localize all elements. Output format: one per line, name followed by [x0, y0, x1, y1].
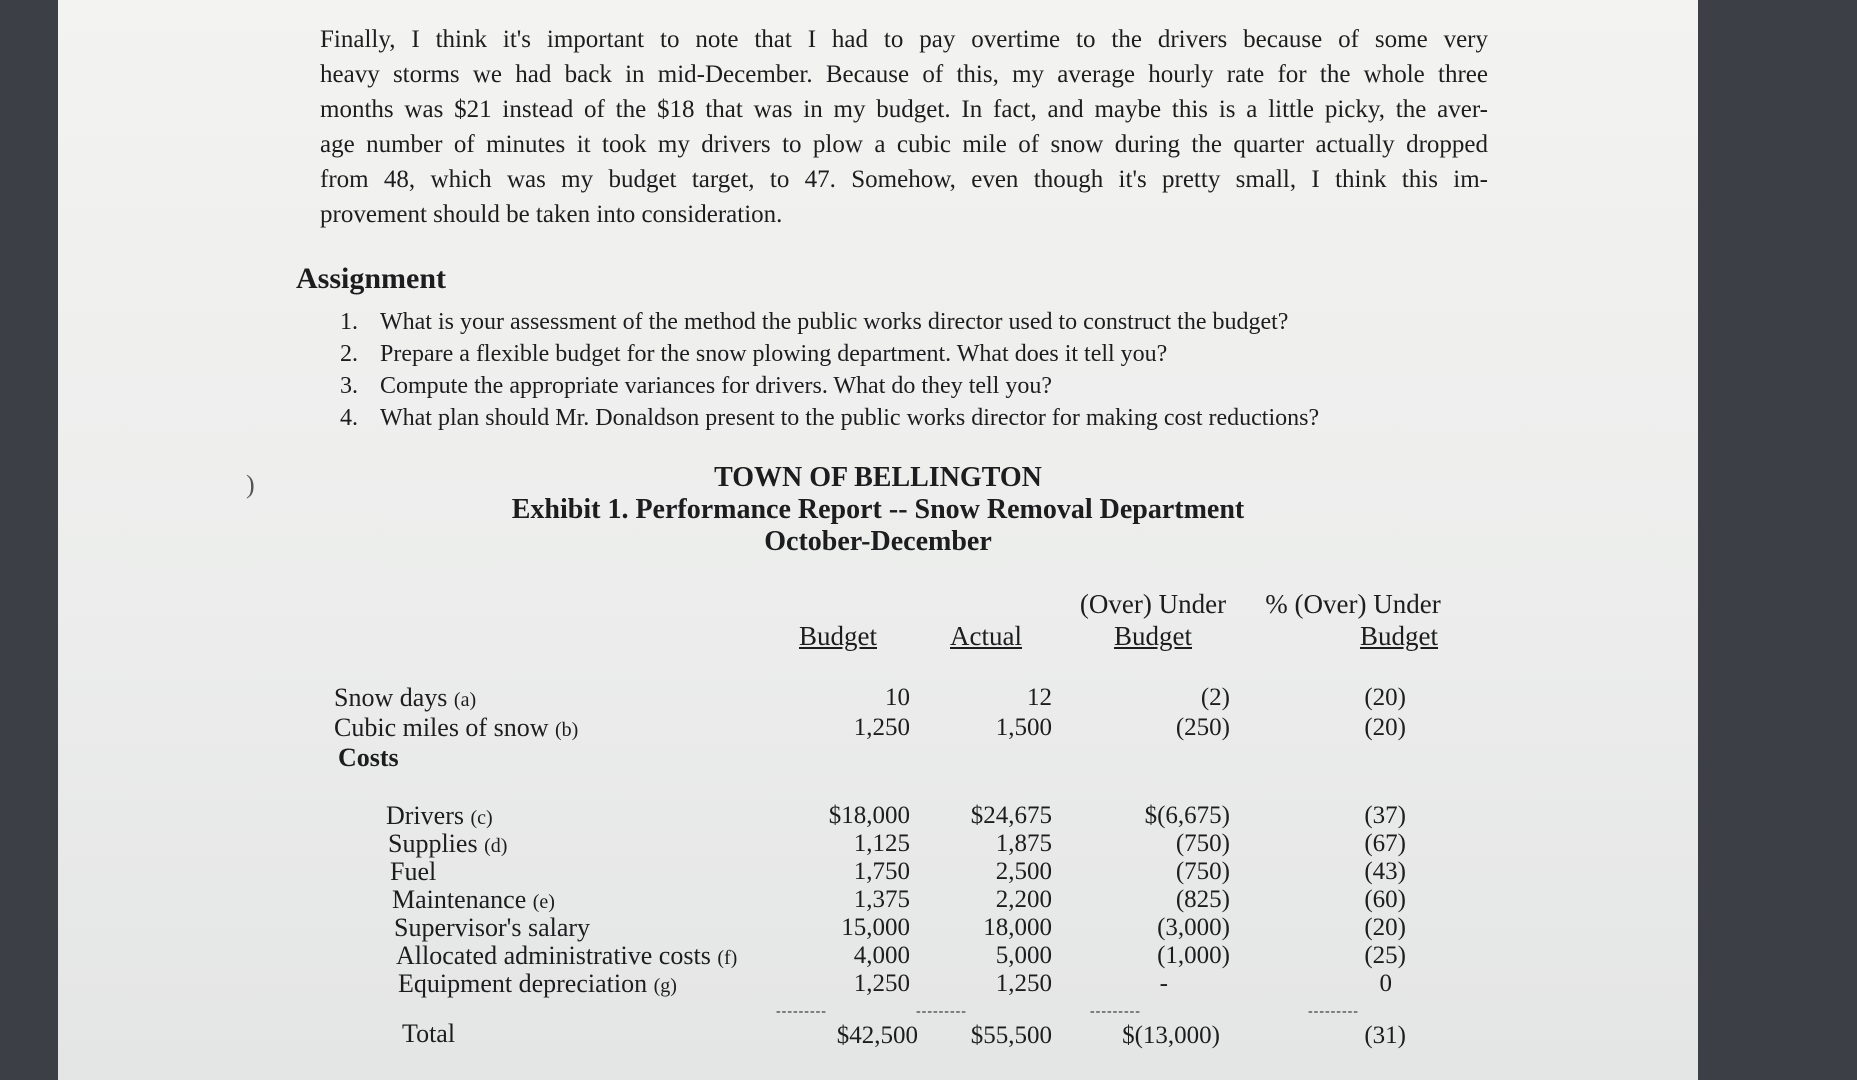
header-over-under-line2: Budget: [1114, 621, 1192, 651]
label-suffix: (e): [532, 891, 555, 913]
question-number: 3.: [340, 373, 358, 399]
cell-percent: (25): [1364, 942, 1406, 969]
cell-variance: (3,000): [1157, 914, 1230, 941]
label-suffix: (b): [555, 719, 579, 741]
cell-actual: 5,000: [995, 942, 1052, 969]
cell-variance: (825): [1175, 886, 1230, 913]
rule-variance: ---------: [1090, 1004, 1141, 1019]
label-suffix: (c): [470, 807, 493, 829]
cell-variance: $(13,000): [1122, 1022, 1220, 1049]
header-pct-line1: % (Over) Under: [1265, 589, 1441, 619]
rule-actual: ---------: [916, 1004, 967, 1019]
paragraph-line: Finally, I think it's important to note that I had to pay overtime to the drivers because of some very: [320, 26, 1488, 53]
label-text: Cubic miles of snow: [334, 713, 549, 742]
cell-budget: 1,250: [853, 714, 910, 741]
question-number: 4.: [340, 405, 358, 431]
row-label-total: Total: [402, 1019, 456, 1048]
header-over-under-line1: (Over) Under: [1079, 589, 1227, 619]
cell-percent: (20): [1364, 714, 1406, 741]
assignment-heading: Assignment: [296, 262, 447, 295]
paragraph-line: provement should be taken into consideration.: [320, 201, 783, 228]
cell-variance: (1,000): [1157, 942, 1230, 969]
cell-variance: (750): [1175, 830, 1230, 857]
header-actual-text: Actual: [950, 621, 1022, 651]
row-label-maintenance: [392, 886, 555, 916]
question-number: 2.: [340, 341, 358, 367]
exhibit-title-period: October-December: [764, 526, 992, 557]
label-suffix: (a): [453, 689, 477, 711]
paragraph-line: heavy storms we had back in mid-December. Because of this, my average hourly rate for the whole three: [320, 61, 1488, 88]
cell-percent: 0: [1379, 970, 1392, 997]
cell-budget: 15,000: [841, 914, 910, 941]
cell-actual: 2,200: [995, 886, 1052, 913]
question-item: [340, 306, 1440, 338]
cell-actual: 1,500: [995, 714, 1052, 741]
cell-actual: 2,500: [995, 858, 1052, 885]
paragraph-line: age number of minutes it took my drivers to plow a cubic mile of snow during the quarter actually dropped: [320, 131, 1488, 158]
label-suffix: (g): [653, 975, 677, 997]
cell-actual: $55,500: [970, 1022, 1052, 1049]
row-label-cubic-miles: [334, 714, 578, 744]
question-item: [340, 370, 1440, 402]
row-label-snow-days: [334, 684, 476, 714]
exhibit-titles: [498, 462, 1258, 558]
label-text: Supplies: [388, 829, 478, 858]
question-text: What plan should Mr. Donaldson present to the public works director for making cost reductions?: [380, 405, 1320, 431]
label-text: Equipment depreciation: [398, 969, 648, 998]
row-label-allocated-admin: [396, 942, 737, 972]
header-pct-line2: Budget: [1360, 621, 1438, 651]
cell-variance: (250): [1175, 714, 1230, 741]
paragraph-line: from 48, which was my budget target, to 47. Somehow, even though it's pretty small, I think this im-: [320, 166, 1488, 193]
cell-actual: 12: [1027, 684, 1052, 711]
cell-percent: (20): [1364, 684, 1406, 711]
cell-budget: $42,500: [836, 1022, 918, 1049]
cell-percent: (20): [1364, 914, 1406, 941]
cell-budget: $18,000: [828, 802, 910, 829]
cell-budget: 4,000: [853, 942, 910, 969]
label-suffix: (d): [484, 835, 508, 857]
cell-variance: (2): [1200, 684, 1230, 711]
assignment-questions: [340, 306, 1440, 434]
cell-actual: 1,250: [995, 970, 1052, 997]
cell-actual: 18,000: [983, 914, 1052, 941]
question-text: What is your assessment of the method the public works director used to construct the budget?: [380, 309, 1289, 335]
header-budget: [758, 620, 918, 652]
cell-percent: (31): [1364, 1022, 1406, 1049]
cell-actual: 1,875: [995, 830, 1052, 857]
exhibit-title-report: Exhibit 1. Performance Report -- Snow Removal Department: [511, 494, 1245, 525]
cell-variance: -: [1159, 970, 1168, 997]
paragraph-line: months was $21 instead of the $18 that was in my budget. In fact, and maybe this is a little picky, the aver-: [320, 96, 1488, 123]
row-label-supervisor-salary: Supervisor's salary: [394, 913, 591, 942]
exhibit-title-town: TOWN OF BELLINGTON: [714, 462, 1042, 493]
cell-budget: 1,750: [853, 858, 910, 885]
label-text: Maintenance: [392, 885, 527, 914]
row-label-equipment-depreciation: [398, 970, 677, 1000]
row-label-supplies: [388, 830, 507, 860]
cell-percent: (43): [1364, 858, 1406, 885]
label-text: Drivers: [386, 801, 464, 830]
question-number: 1.: [340, 309, 358, 335]
question-text: Compute the appropriate variances for drivers. What do they tell you?: [380, 373, 1052, 399]
header-budget-text: Budget: [799, 621, 877, 651]
cell-budget: 10: [885, 684, 910, 711]
margin-mark: ): [246, 470, 255, 499]
cell-budget: 1,375: [853, 886, 910, 913]
rule-percent: ---------: [1308, 1004, 1359, 1019]
label-text: Allocated administrative costs: [396, 941, 711, 970]
cell-variance: $(6,675): [1144, 802, 1230, 829]
cell-budget: 1,250: [853, 970, 910, 997]
cell-percent: (37): [1364, 802, 1406, 829]
question-item: [340, 338, 1440, 370]
row-label-drivers: [386, 802, 493, 832]
question-item: [340, 402, 1440, 434]
document-page: [58, 0, 1698, 1080]
cell-budget: 1,125: [853, 830, 910, 857]
row-label-costs: Costs: [338, 743, 399, 772]
row-label-fuel: Fuel: [390, 857, 437, 886]
cell-actual: $24,675: [970, 802, 1052, 829]
cell-percent: (60): [1364, 886, 1406, 913]
label-text: Snow days: [334, 683, 448, 712]
header-pct-over-under: [1223, 588, 1483, 652]
cell-variance: (750): [1175, 858, 1230, 885]
label-suffix: (f): [717, 947, 738, 969]
rule-budget: ---------: [776, 1004, 827, 1019]
cell-percent: (67): [1364, 830, 1406, 857]
question-text: Prepare a flexible budget for the snow plowing department. What does it tell you?: [380, 341, 1168, 367]
intro-paragraph: [320, 22, 1488, 232]
